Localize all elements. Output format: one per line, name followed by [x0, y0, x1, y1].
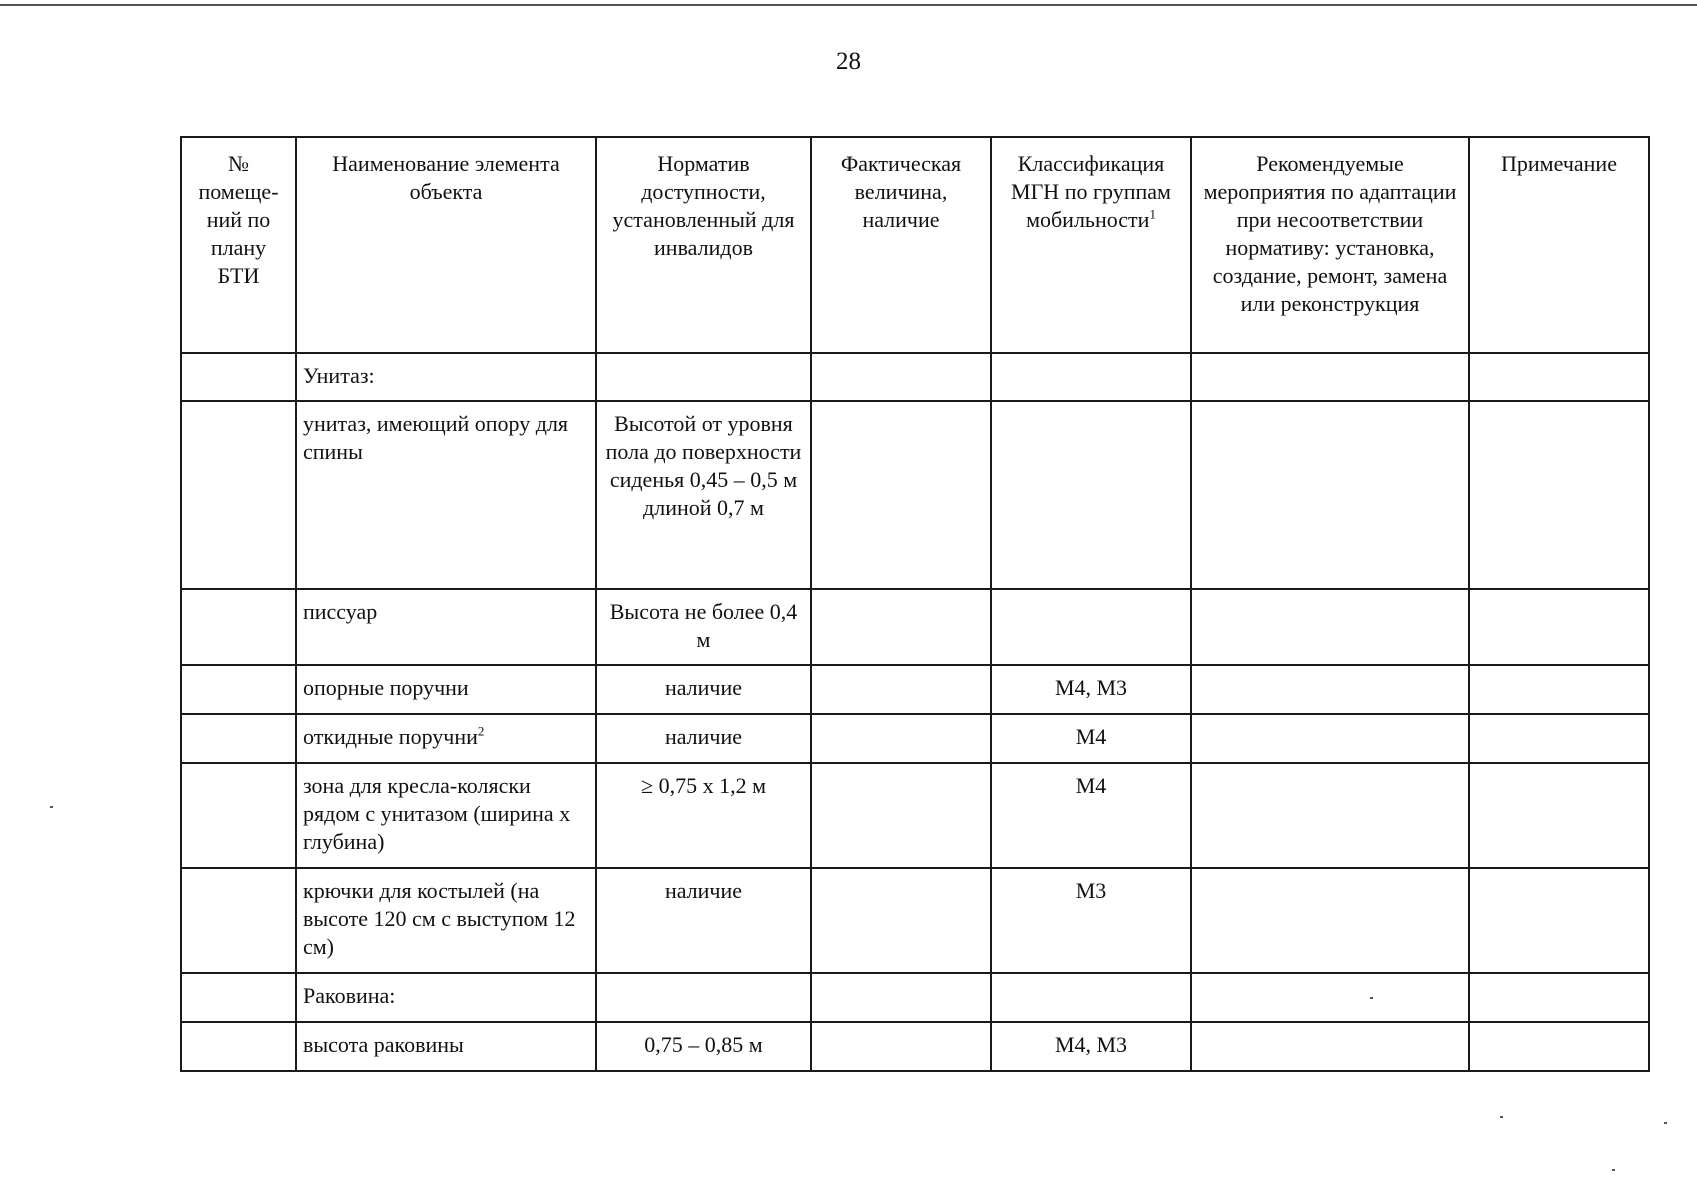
page-number: 28 — [836, 48, 861, 75]
row-element-name: высота раковины — [296, 1022, 596, 1071]
row-mgn-class: М4, М3 — [991, 665, 1191, 714]
scan-speck — [1500, 1116, 1503, 1118]
row-note — [1469, 763, 1649, 868]
top-scan-rule — [0, 4, 1697, 6]
row-recommended-measures — [1191, 868, 1469, 973]
row-mgn-class — [991, 401, 1191, 589]
row-element-name: крючки для костылей (на высоте 120 см с выступом 12 см) — [296, 868, 596, 973]
row-note — [1469, 868, 1649, 973]
row-norm — [596, 353, 811, 401]
row-mgn-class: М4 — [991, 763, 1191, 868]
row-norm: наличие — [596, 868, 811, 973]
row-actual-value — [811, 714, 991, 763]
table-row — [181, 589, 1649, 665]
row-actual-value — [811, 1022, 991, 1071]
row-mgn-class: М3 — [991, 868, 1191, 973]
row-actual-value — [811, 973, 991, 1022]
row-room-number — [181, 589, 296, 665]
row-mgn-class: М4, М3 — [991, 1022, 1191, 1071]
header-mgn-classification: Классификация МГН по группам мобильности$^1$ — [991, 137, 1191, 353]
row-recommended-measures — [1191, 589, 1469, 665]
header-room-number: № помеще-ний по плану БТИ — [181, 137, 296, 353]
header-actual-value: Фактическая величина, наличие — [811, 137, 991, 353]
row-room-number — [181, 665, 296, 714]
row-norm: 0,75 – 0,85 м — [596, 1022, 811, 1071]
row-actual-value — [811, 401, 991, 589]
scan-speck — [1370, 997, 1373, 999]
row-norm: наличие — [596, 665, 811, 714]
row-room-number — [181, 1022, 296, 1071]
row-note — [1469, 401, 1649, 589]
header-note: Примечание — [1469, 137, 1649, 353]
row-room-number — [181, 401, 296, 589]
row-norm: Высота не более 0,4 м — [596, 589, 811, 665]
row-norm: Высотой от уровня пола до поверхности сиденья 0,45 – 0,5 м длиной 0,7 м — [596, 401, 811, 589]
row-note — [1469, 714, 1649, 763]
row-room-number — [181, 973, 296, 1022]
row-note — [1469, 589, 1649, 665]
table-row — [181, 868, 1649, 973]
table-row — [181, 714, 1649, 763]
row-actual-value — [811, 589, 991, 665]
row-room-number — [181, 714, 296, 763]
row-room-number — [181, 763, 296, 868]
row-note — [1469, 973, 1649, 1022]
row-actual-value — [811, 763, 991, 868]
row-room-number — [181, 353, 296, 401]
table-row — [181, 1022, 1649, 1071]
table-row — [181, 763, 1649, 868]
row-norm: ≥ 0,75 х 1,2 м — [596, 763, 811, 868]
table-row — [181, 973, 1649, 1022]
row-actual-value — [811, 868, 991, 973]
row-recommended-measures — [1191, 353, 1469, 401]
scan-speck — [1612, 1169, 1615, 1171]
row-note — [1469, 1022, 1649, 1071]
header-element-name: Наименование элемента объекта — [296, 137, 596, 353]
accessibility-table — [180, 136, 1650, 1072]
row-element-name: опорные поручни — [296, 665, 596, 714]
scan-speck — [50, 806, 53, 808]
row-element-name: писсуар — [296, 589, 596, 665]
row-norm — [596, 973, 811, 1022]
row-element-name: унитаз, имеющий опору для спины — [296, 401, 596, 589]
row-room-number — [181, 868, 296, 973]
table-row — [181, 665, 1649, 714]
row-note — [1469, 665, 1649, 714]
row-element-name: зона для кресла-коляски рядом с унитазом (ширина х глубина) — [296, 763, 596, 868]
row-recommended-measures — [1191, 973, 1469, 1022]
row-recommended-measures — [1191, 665, 1469, 714]
row-element-name: Унитаз: — [296, 353, 596, 401]
row-recommended-measures — [1191, 401, 1469, 589]
row-mgn-class — [991, 353, 1191, 401]
header-recommended-measures: Рекомендуемые мероприятия по адаптации при несоответствии нормативу: установка, создание, ремонт, замена или реконструкция — [1191, 137, 1469, 353]
row-recommended-measures — [1191, 763, 1469, 868]
row-mgn-class — [991, 589, 1191, 665]
row-note — [1469, 353, 1649, 401]
row-actual-value — [811, 665, 991, 714]
row-recommended-measures — [1191, 1022, 1469, 1071]
row-recommended-measures — [1191, 714, 1469, 763]
header-accessibility-norm: Норматив доступности, установленный для инвалидов — [596, 137, 811, 353]
row-element-name: откидные поручни$^2$ — [296, 714, 596, 763]
table-header-row — [181, 137, 1649, 353]
row-element-name: Раковина: — [296, 973, 596, 1022]
row-mgn-class: М4 — [991, 714, 1191, 763]
row-mgn-class — [991, 973, 1191, 1022]
scan-speck — [1664, 1122, 1667, 1124]
table-row — [181, 401, 1649, 589]
table-row — [181, 353, 1649, 401]
row-actual-value — [811, 353, 991, 401]
row-norm: наличие — [596, 714, 811, 763]
